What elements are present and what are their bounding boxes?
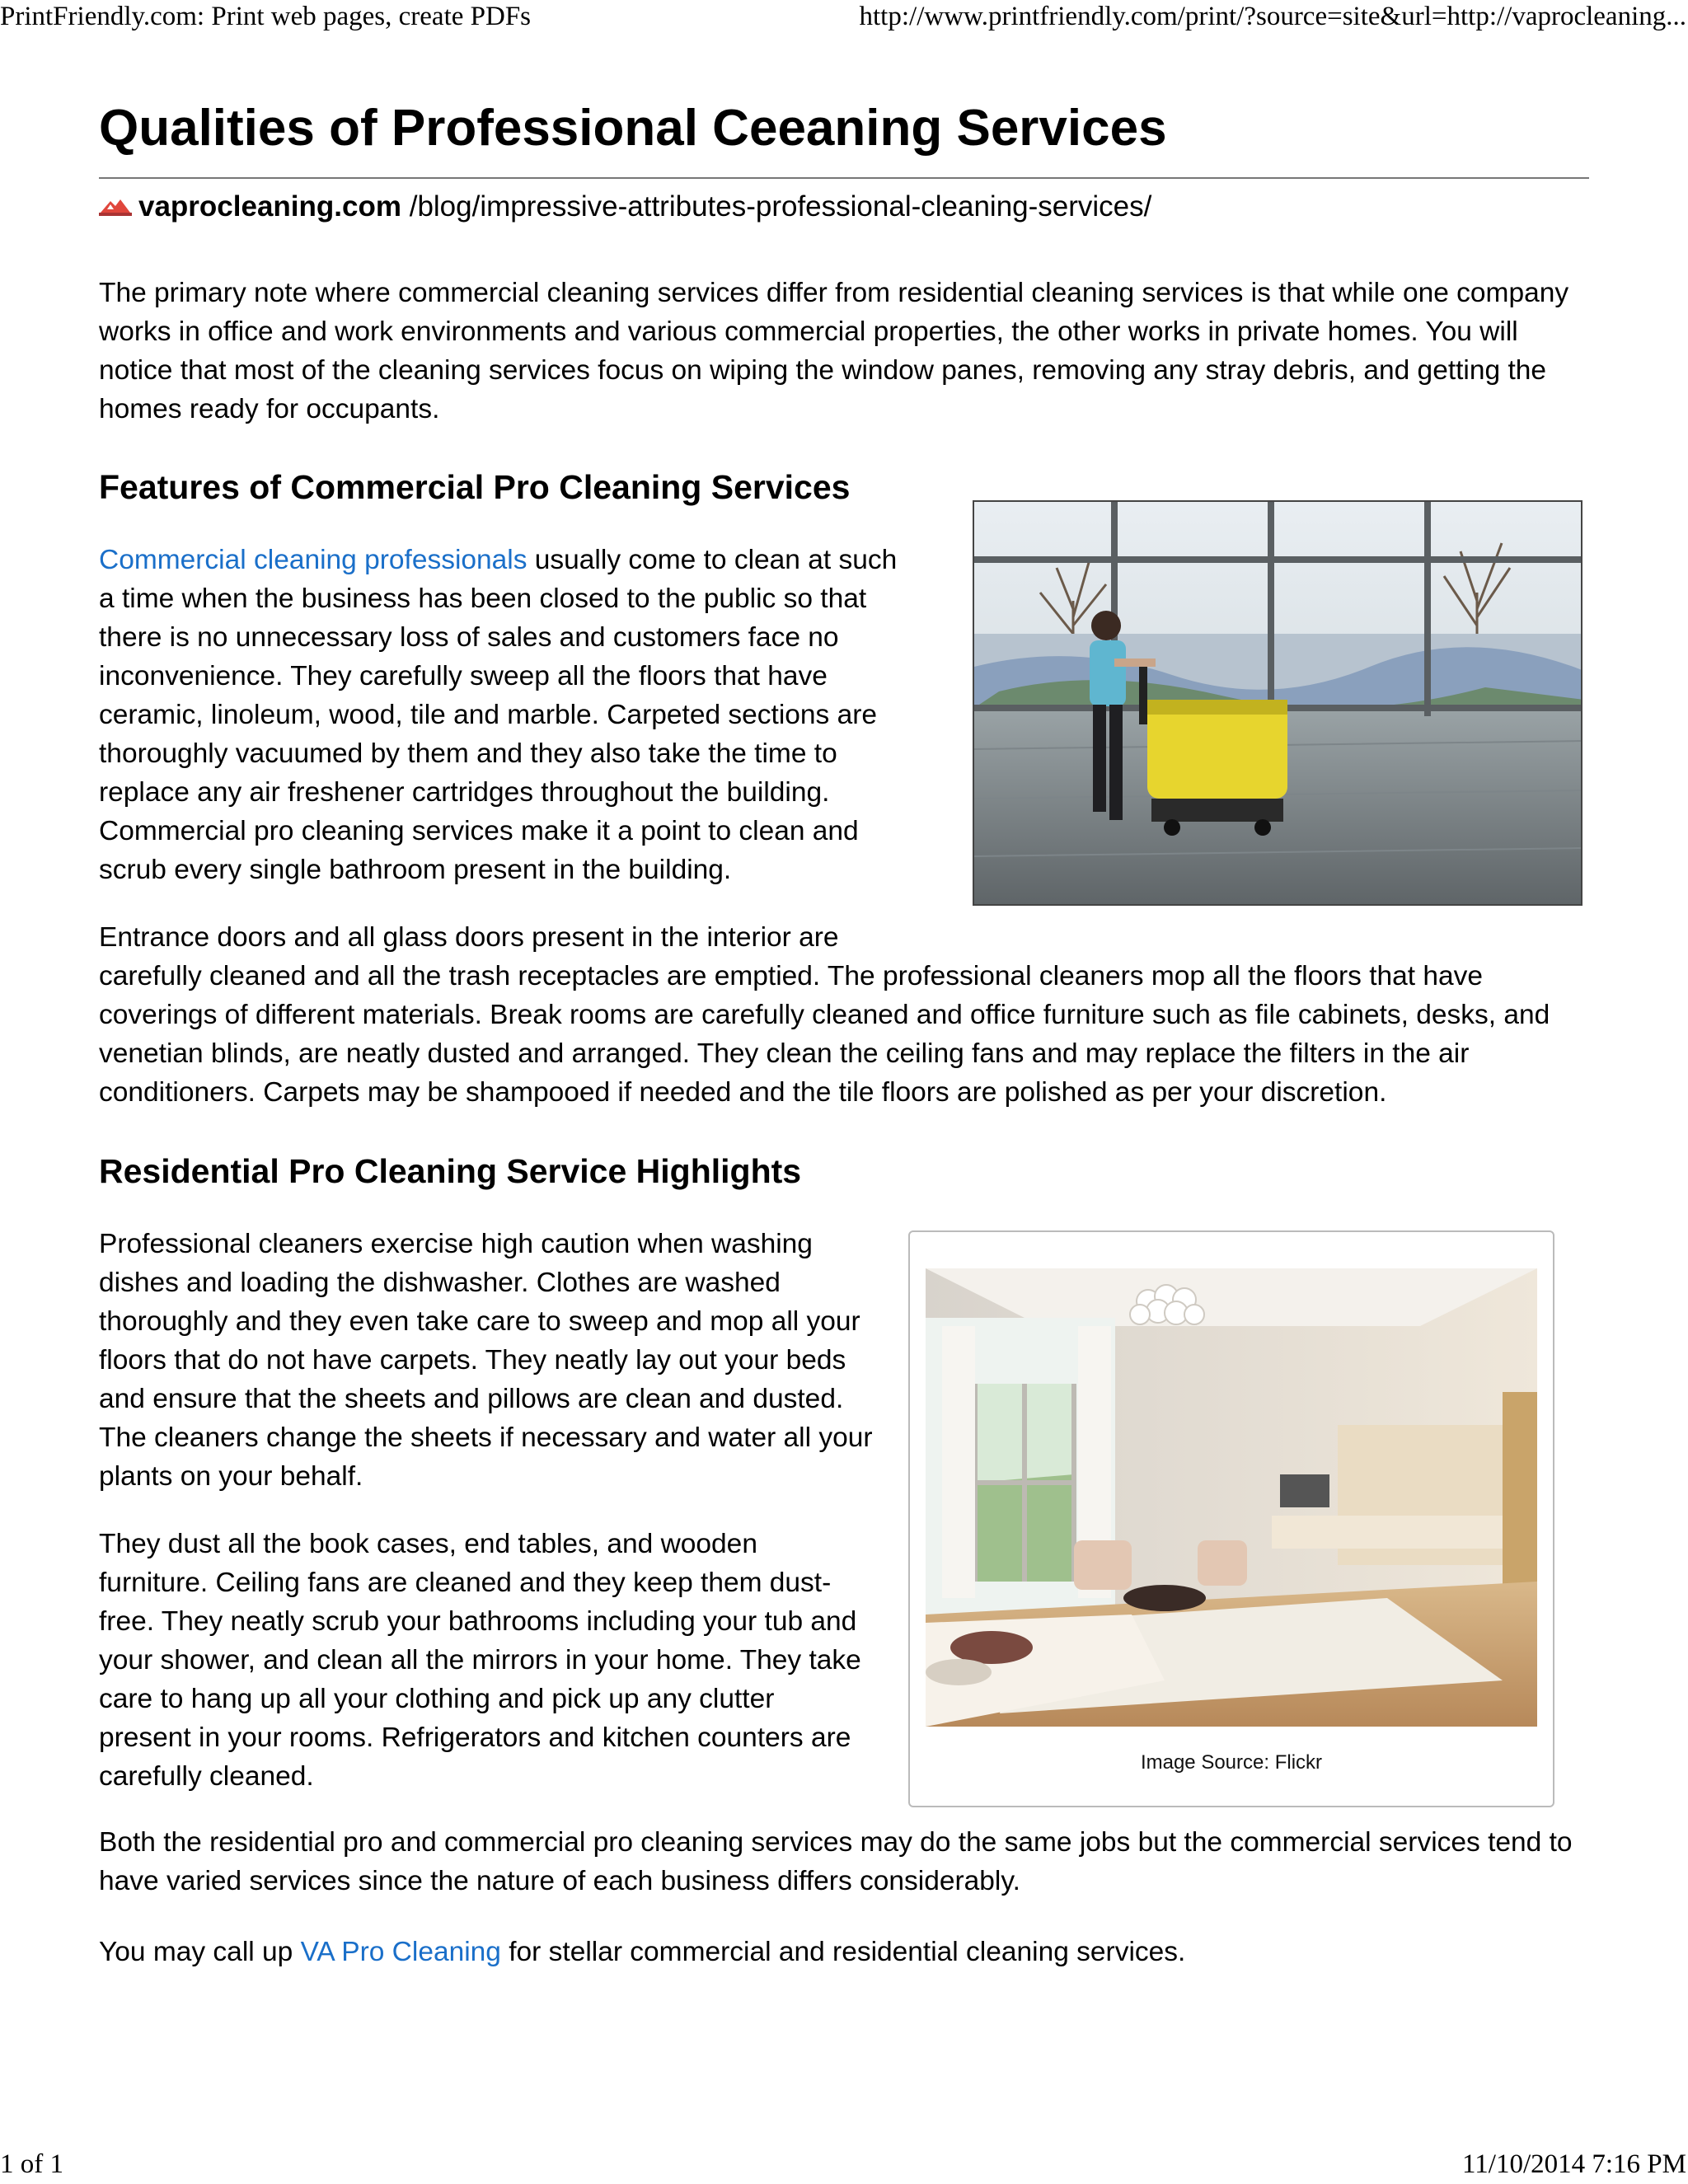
commercial-paragraph-2 bbox=[99, 918, 1589, 1112]
va-pro-cleaning-link[interactable]: VA Pro Cleaning bbox=[300, 1937, 501, 1967]
title-divider bbox=[99, 177, 1589, 179]
intro-paragraph: The primary note where commercial cleaning services differ from residential cleaning services is that while one company works in office and work environments and various commercial properties, the other works in private homes. You will notice that most of the cleaning services focus on wiping the window panes, removing any stray debris, and getting the homes ready for occupants. bbox=[99, 278, 1569, 424]
print-header bbox=[0, 2, 1688, 35]
residential-heading: Residential Pro Cleaning Service Highlights bbox=[99, 1152, 802, 1190]
image-caption: Image Source: Flickr bbox=[1140, 1751, 1323, 1774]
page-count: 1 of 1 bbox=[0, 2149, 63, 2179]
site-logo-icon bbox=[99, 192, 132, 215]
source-domain[interactable]: vaprocleaning.com bbox=[138, 190, 401, 223]
closing-paragraph-1: Both the residential pro and commercial pro cleaning services may do the same jobs but the commercial services tend to have varied services since the nature of each business differs considerably. bbox=[99, 1827, 1573, 1896]
commercial-heading: Features of Commercial Pro Cleaning Services bbox=[99, 468, 851, 506]
page-title: Qualities of Professional Ceeaning Services bbox=[99, 100, 1167, 157]
source-line bbox=[99, 190, 1151, 223]
commercial-paragraph-2-rest: carefully cleaned and all the trash receptacles are emptied. The professional cleaners mop all the floors that have coverings of different materials. Break rooms are carefully cleaned and office furniture such as file cabinets, desks, and venetian blinds, are neatly dusted and arranged. They clean the ceiling fans and may replace the filters in the air conditioners. Carpets may be shampooed if needed and the tile floors are polished as per your discretion. bbox=[99, 961, 1550, 1108]
source-path[interactable]: /blog/impressive-attributes-professional-cleaning-services/ bbox=[409, 190, 1152, 223]
print-header-title: PrintFriendly.com: Print web pages, create PDFs bbox=[0, 2, 532, 31]
print-header-url: http://www.printfriendly.com/print/?source=site&url=http://vaprocleaning... bbox=[859, 2, 1686, 31]
print-footer bbox=[0, 2149, 1688, 2182]
closing-paragraph-2 bbox=[99, 1933, 1589, 1971]
commercial-paragraph-1-text: usually come to clean at such a time when the business has been closed to the public so that there is no unnecessary loss of sales and customers face no inconvenience. They carefully sweep all the floors that have ceramic, linoleum, wood, tile and marble. Carpeted sections are thoroughly vacuumed by them and they also take the time to replace any air freshener cartridges throughout the building. Commercial pro cleaning services make it a point to clean and scrub every single bathroom present in the building. bbox=[99, 545, 898, 885]
commercial-paragraph-2-line1: Entrance doors and all glass doors present in the interior are bbox=[99, 922, 839, 953]
residential-paragraph-2: They dust all the book cases, end tables, and wooden furniture. Ceiling fans are cleaned and they keep them dust-free. They neatly scrub your bathrooms including your tub and your shower, and clean all the mirrors in your home. They take care to hang up all your clothing and pick up any clutter present in your rooms. Refrigerators and kitchen counters are carefully cleaned. bbox=[99, 1529, 861, 1792]
commercial-cleaning-image bbox=[973, 500, 1582, 906]
residential-room-image bbox=[926, 1268, 1537, 1727]
commercial-paragraph-1 bbox=[99, 541, 915, 889]
closing-paragraph-2-before: You may call up bbox=[99, 1937, 301, 1967]
print-timestamp: 11/10/2014 7:16 PM bbox=[1462, 2149, 1686, 2179]
commercial-professionals-link[interactable]: Commercial cleaning professionals bbox=[99, 545, 528, 575]
closing-paragraph-2-after: for stellar commercial and residential cleaning services. bbox=[500, 1937, 1186, 1967]
residential-figure bbox=[908, 1230, 1554, 1807]
residential-paragraph-1: Professional cleaners exercise high caution when washing dishes and loading the dishwasher. Clothes are washed thoroughly and they even take care to sweep and mop all your floors that do not have carpets. They neatly lay out your beds and ensure that the sheets and pillows are clean and dusted. The cleaners change the sheets if necessary and water all your plants on your behalf. bbox=[99, 1229, 873, 1492]
